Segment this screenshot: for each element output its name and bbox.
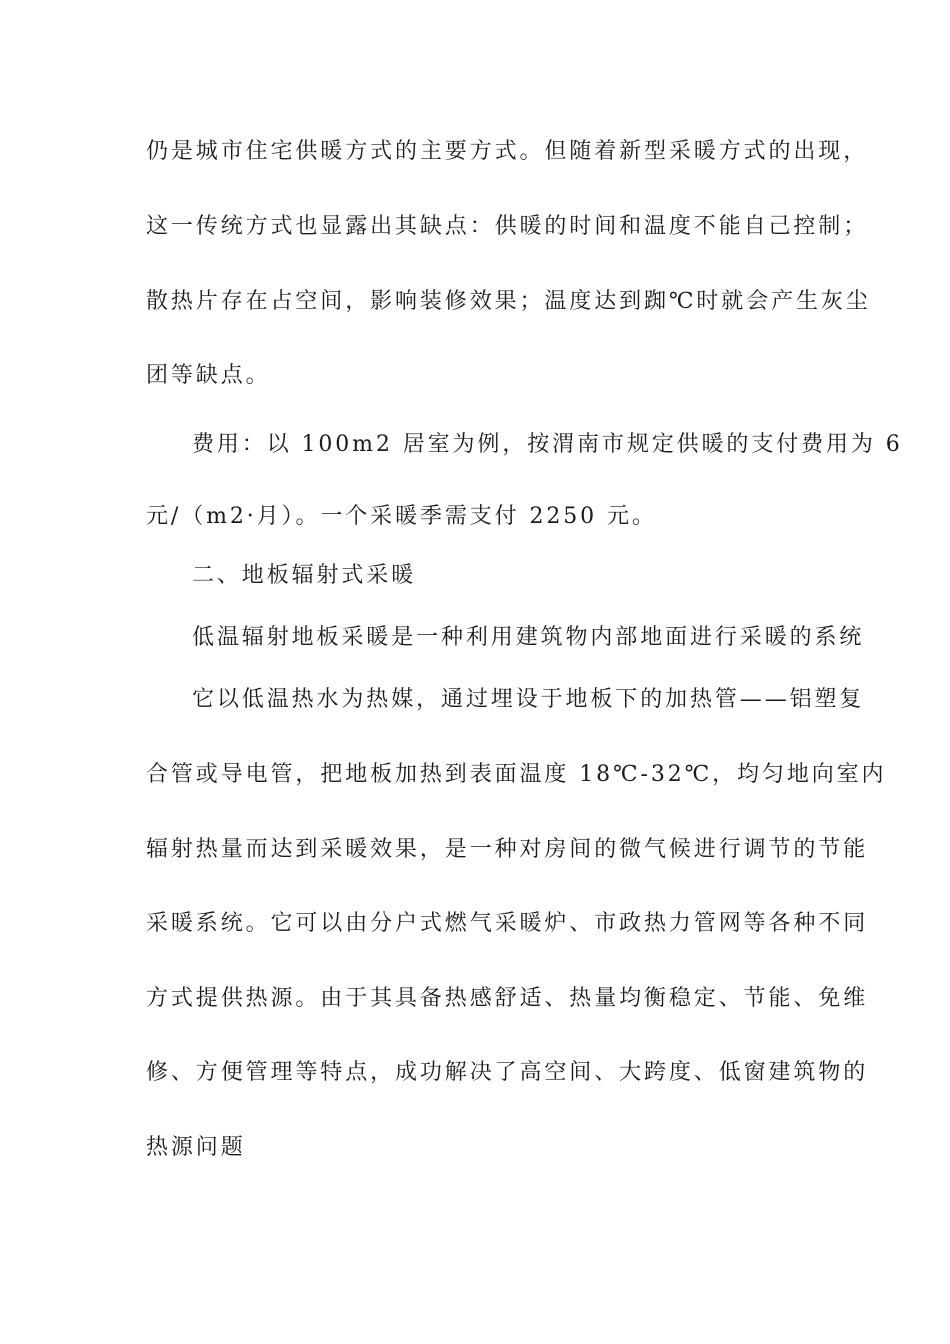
paragraph-line: 费用：以 100m2 居室为例，按渭南市规定供暖的支付费用为 6 xyxy=(192,432,903,457)
paragraph-line: 元/（m2·月）。一个采暖季需支付 2250 元。 xyxy=(146,504,657,529)
paragraph-line: 散热片存在占空间，影响装修效果；温度达到踟℃时就会产生灰尘 xyxy=(146,289,871,314)
paragraph-line: 低温辐射地板采暖是一种利用建筑物内部地面进行采暖的系统 xyxy=(192,625,865,650)
paragraph-line: 方式提供热源。由于其具备热感舒适、热量均衡稳定、节能、免维 xyxy=(146,986,869,1011)
paragraph-line: 团等缺点。 xyxy=(146,363,271,388)
paragraph-line: 仍是城市住宅供暖方式的主要方式。但随着新型采暖方式的出现， xyxy=(146,139,869,164)
paragraph-line: 修、方便管理等特点，成功解决了高空间、大跨度、低窗建筑物的 xyxy=(146,1060,869,1085)
paragraph-line: 采暖系统。它可以由分户式燃气采暖炉、市政热力管网等各种不同 xyxy=(146,911,869,936)
paragraph-line: 它以低温热水为热媒，通过埋设于地板下的加热管——铝塑复 xyxy=(192,687,865,712)
paragraph-line: 这一传统方式也显露出其缺点：供暖的时间和温度不能自己控制； xyxy=(146,214,869,239)
paragraph-line: 辐射热量而达到采暖效果，是一种对房间的微气候进行调节的节能 xyxy=(146,837,869,862)
paragraph-line: 热源问题 xyxy=(146,1135,246,1160)
section-heading: 二、地板辐射式采暖 xyxy=(192,563,417,588)
paragraph-line: 合管或导电管，把地板加热到表面温度 18℃-32℃，均匀地向室内 xyxy=(146,762,887,787)
